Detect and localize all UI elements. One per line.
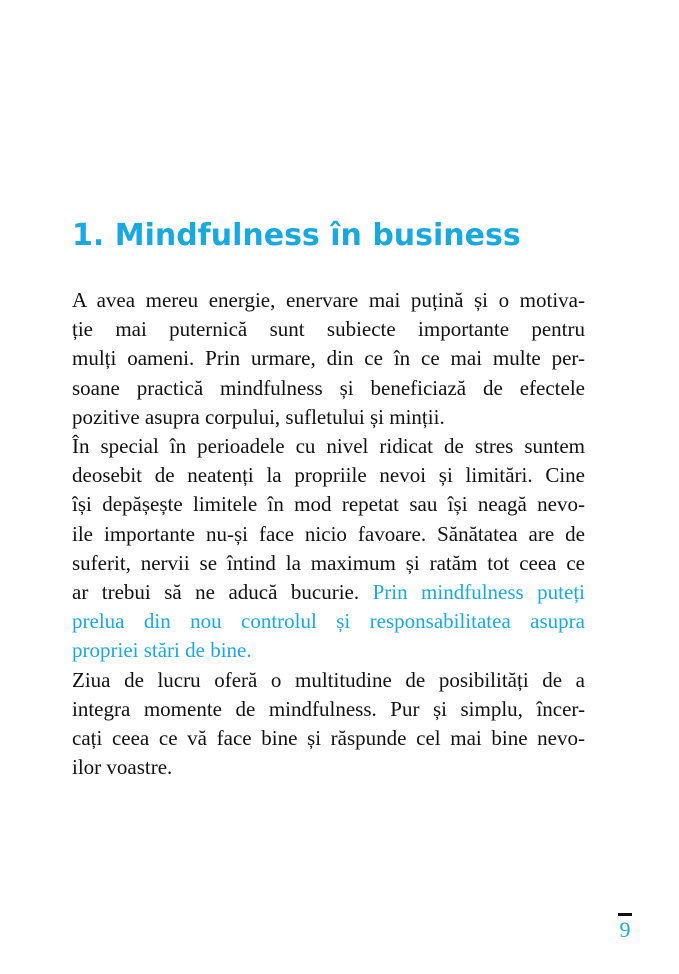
chapter-body [72,286,585,782]
body-line: integra momente de mindfulness. Pur și simplu, încer- [72,696,585,721]
body-text-segment: ar trebui să ne aducă bucurie. [72,580,360,605]
highlighted-body-line: prelua din nou controlul și responsabilitatea asupra [72,609,585,634]
body-line: ile importante nu-și face nicio favoare. Sănătatea are de [72,521,585,546]
body-line: soane practică mindfulness și beneficiază de efectele [72,375,585,400]
body-line: mulți oameni. Prin urmare, din ce în ce mai multe per- [72,346,585,371]
body-line: suferit, nervii se întind la maximum și ratăm tot ceea ce [72,550,585,575]
highlighted-body-line: propriei stări de bine. [72,638,252,663]
body-line: ilor voastre. [72,755,173,780]
body-line: Ziua de lucru oferă o multitudine de posibilități de a [72,667,585,692]
body-line: deosebit de neatenți la propriile nevoi și limitări. Cine [72,463,585,488]
body-line: își depășește limitele în mod repetat sau își neagă nevo- [72,492,585,517]
body-line: pozitive asupra corpului, sufletului și minții. [72,404,445,429]
page-number: 9 [619,917,631,942]
body-line: A avea mereu energie, enervare mai puțină și o motiva- [72,288,585,312]
body-line: ție mai puternică sunt subiecte importante pentru [72,317,585,342]
chapter-title: 1. Mindfulness în business [72,218,521,253]
body-line-mixed [72,578,585,607]
highlighted-text-segment: Prin mindfulness puteți [372,580,585,605]
body-line: În special în perioadele cu nivel ridicat de stres suntem [72,434,585,459]
page-number-rule [618,913,632,916]
body-line: cați ceea ce vă face bine și răspunde cel mai bine nevo- [72,726,585,751]
